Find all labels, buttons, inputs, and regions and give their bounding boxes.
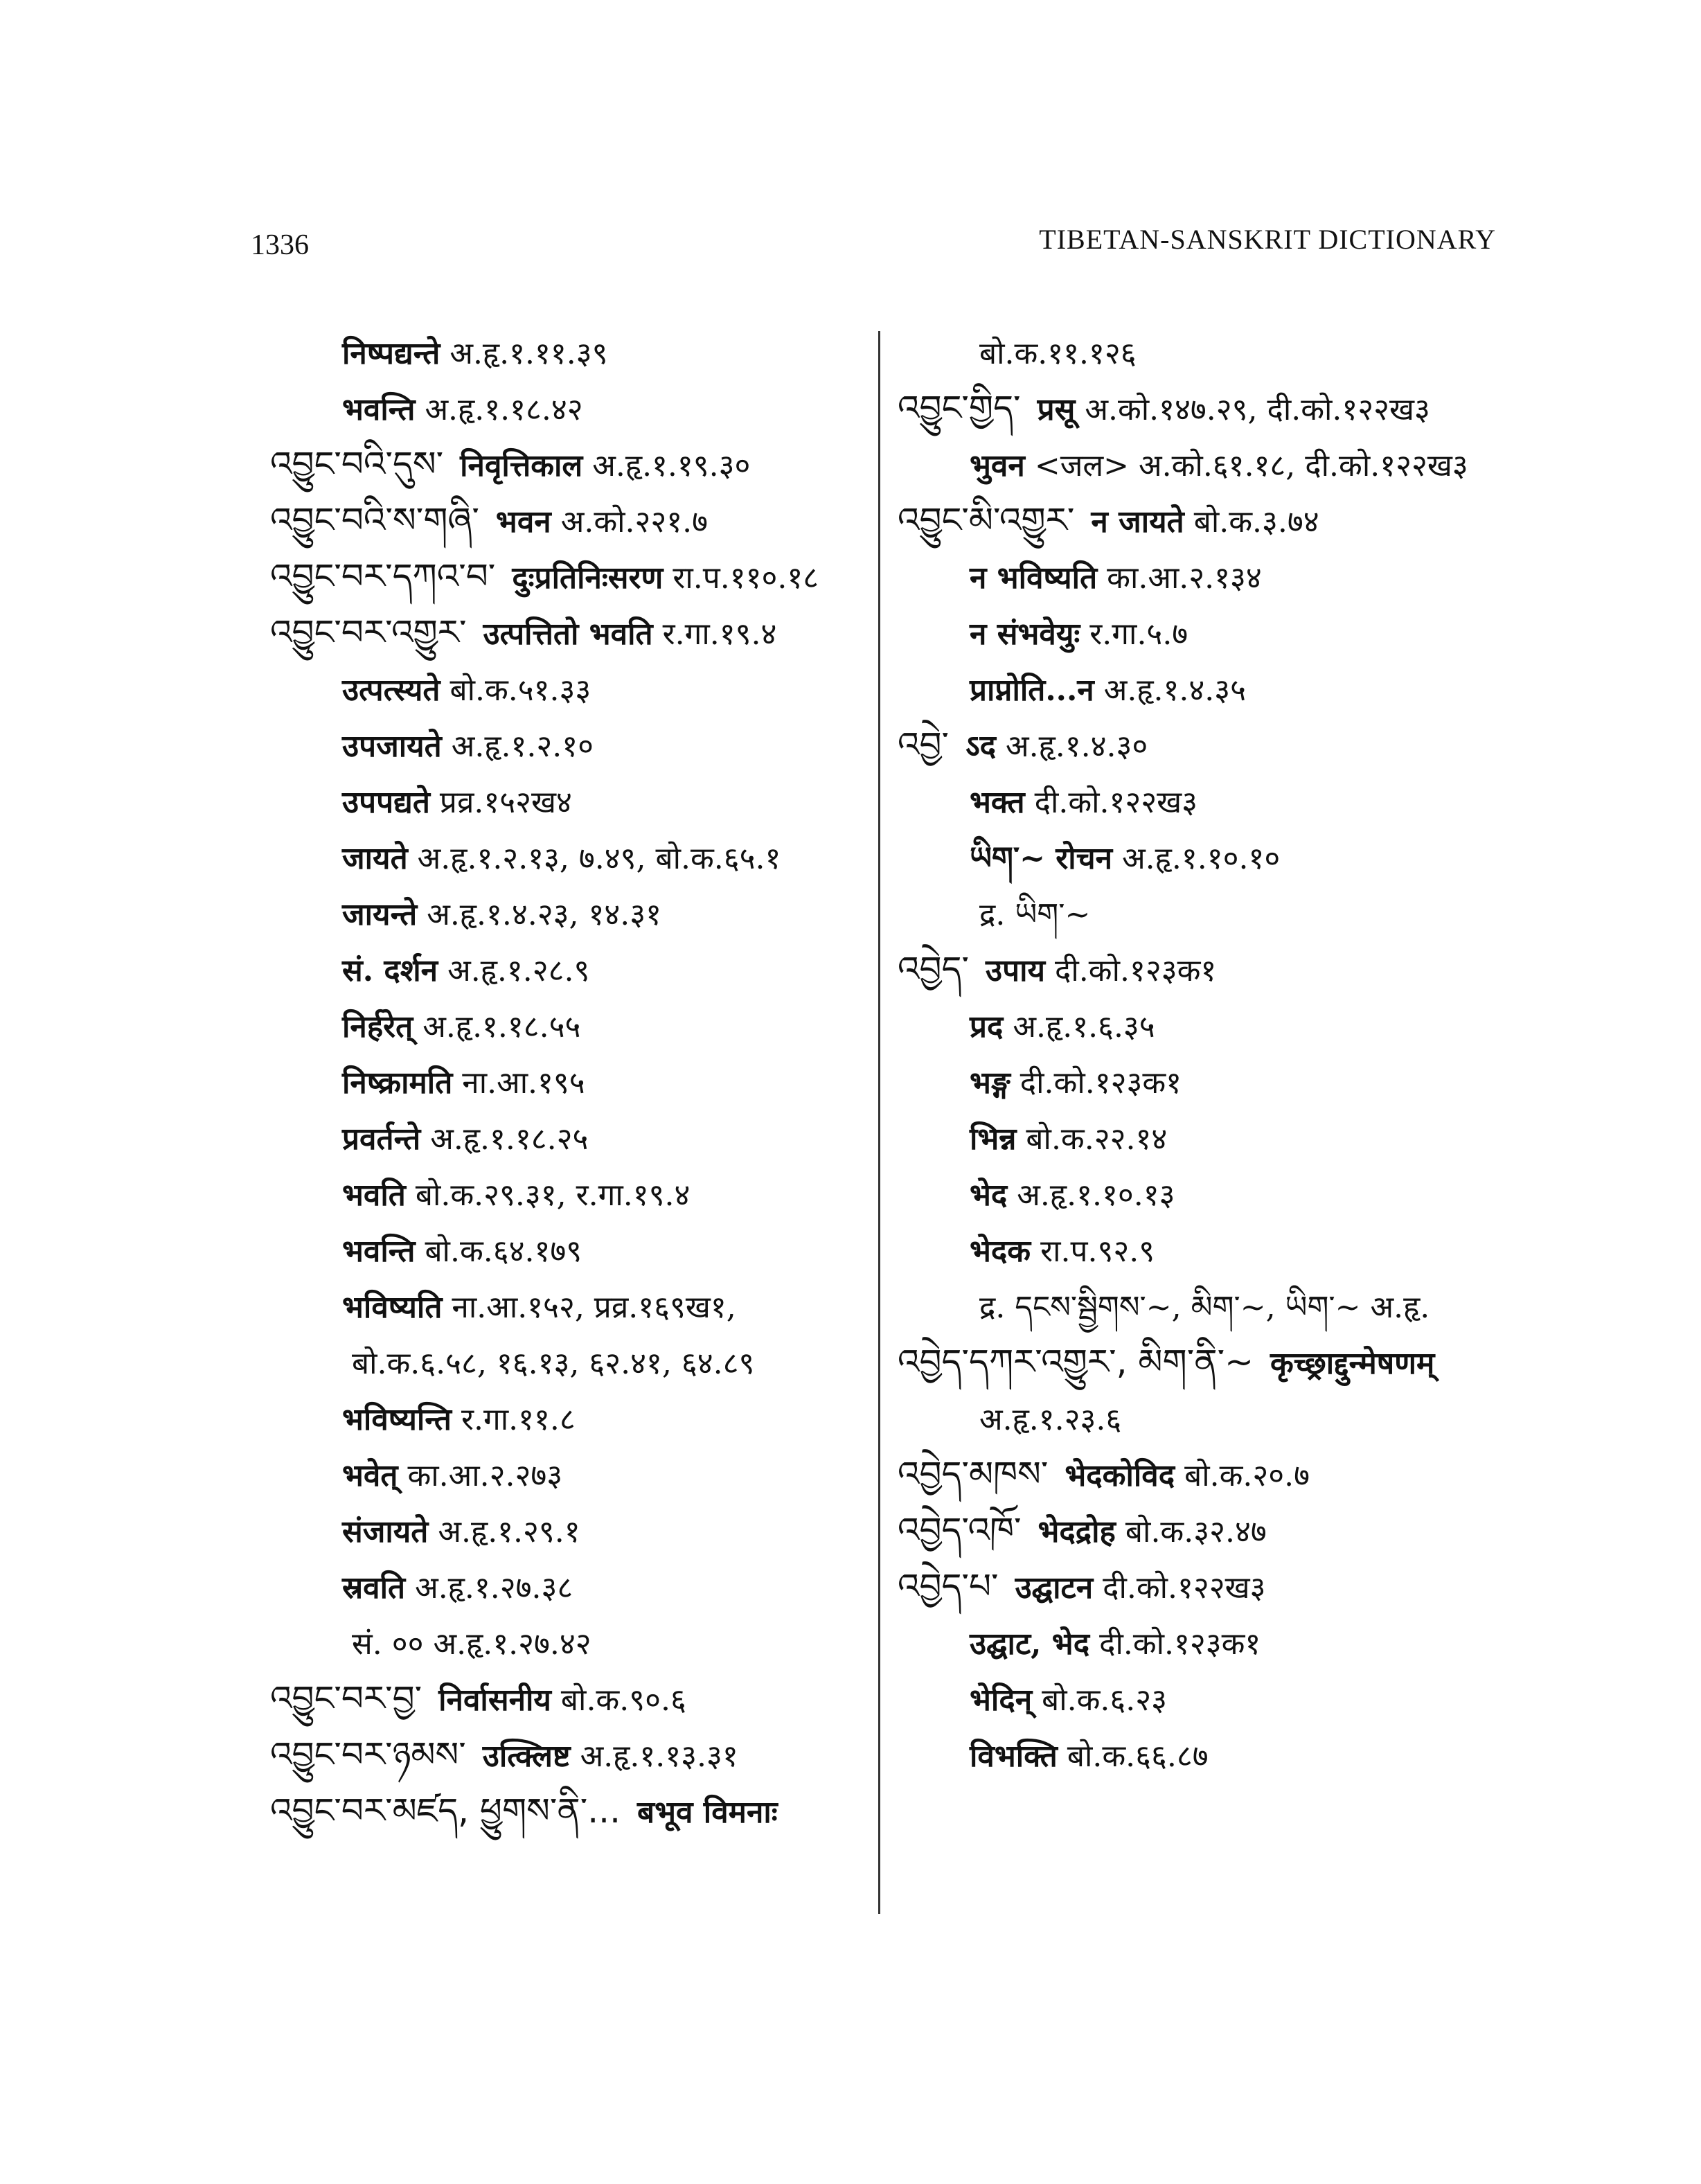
source-reference: अ.हृ.१.२७.३८ (415, 1570, 573, 1606)
source-reference: अ.हृ.१.१३.३१ (580, 1739, 738, 1774)
source-reference: अ.हृ.१.६.३५ (1013, 1009, 1155, 1045)
sanskrit-equivalent: उद्घाट, भेद (970, 1626, 1090, 1662)
source-reference: अ.हृ.१.२३.६ (979, 1402, 1122, 1437)
dictionary-entry (270, 436, 859, 492)
tibetan-headword: འབྱུང་བར་འགྱུར་ (270, 612, 467, 652)
source-reference: सं. ०० अ.हृ.१.२७.४२ (352, 1626, 591, 1662)
dictionary-entry (898, 492, 1521, 549)
sanskrit-equivalent: जायन्ते (342, 897, 418, 932)
source-reference: दी.को.१२२ख३ (1034, 785, 1198, 820)
source-reference: र.गा.१९.४ (662, 616, 777, 652)
sanskrit-equivalent: भेदिन् (970, 1683, 1033, 1718)
tibetan-headword: འབྱེད་དཀར་འགྱུར་, མིག་ནི་~ (898, 1342, 1254, 1382)
dictionary-entry (270, 1502, 859, 1559)
tibetan-headword: འབྱུང་མི་འགྱུར་ (898, 500, 1075, 540)
sanskrit-equivalent: उत्पत्स्यते (342, 673, 440, 708)
tibetan-headword: འབྱུང་བར་དཀའ་བ་ (270, 556, 496, 596)
sanskrit-equivalent: स्रवति (342, 1570, 406, 1606)
source-reference: अ.हृ.१.४.२३, १४.३१ (427, 897, 661, 932)
source-reference: प्रव्र.१५२ख४ (439, 785, 572, 820)
dictionary-entry (270, 1278, 859, 1334)
dictionary-entry (898, 1110, 1521, 1166)
source-reference: बो.क.११.१२६ (979, 336, 1137, 371)
tibetan-headword: འབྱེ་ (898, 725, 950, 765)
sanskrit-equivalent: भविष्यन्ति (342, 1402, 452, 1437)
dictionary-entry (898, 324, 1521, 380)
dictionary-entry (270, 997, 859, 1054)
source-reference: बो.क.२९.३१, र.गा.१९.४ (415, 1178, 691, 1213)
source-reference: <जल> अ.को.६१.१८, दी.को.१२२ख३ (1034, 448, 1468, 483)
sanskrit-equivalent: न संभवेयुः (970, 616, 1080, 652)
dictionary-entry (270, 1783, 859, 1839)
sanskrit-equivalent: निर्वासनीय (438, 1683, 551, 1718)
sanskrit-equivalent: जायते (342, 841, 408, 876)
sanskrit-equivalent: उपपद्यते (342, 785, 430, 820)
source-reference: अ.हृ.१.४.३५ (1103, 673, 1246, 708)
sanskrit-equivalent: उपाय (986, 953, 1046, 988)
dictionary-entry (898, 1166, 1521, 1222)
dictionary-entry (270, 1390, 859, 1446)
source-reference: रा.प.११०.१८ (673, 560, 819, 596)
sanskrit-equivalent: विभक्ति (970, 1739, 1058, 1774)
sanskrit-equivalent: भेदद्रोह (1037, 1514, 1116, 1550)
tibetan-headword: འབྱུང་བར་བྱ་ (270, 1678, 422, 1719)
dictionary-entry (898, 1446, 1521, 1502)
sanskrit-equivalent: भेदक (970, 1234, 1031, 1269)
tibetan-headword: འབྱུང་བའི་ས་གཞི་ (270, 500, 479, 540)
source-reference: अ.हृ.१.४.३० (1005, 729, 1148, 764)
source-reference: अ.हृ.१.१८.४२ (425, 392, 583, 427)
sanskrit-equivalent: प्राप्नोति...न (970, 673, 1094, 708)
sanskrit-equivalent: उपजायते (342, 729, 442, 764)
sanskrit-equivalent: न भविष्यति (970, 560, 1098, 596)
dictionary-entry (270, 380, 859, 436)
source-reference: बो.क.६.२३ (1042, 1683, 1168, 1718)
page-number: 1336 (251, 229, 309, 261)
tibetan-headword: འབྱེད་པ་ (898, 1566, 999, 1606)
sanskrit-equivalent: भविष्यति (342, 1290, 443, 1325)
dictionary-entry (898, 941, 1521, 997)
tibetan-headword: འབྱུང་བའི་དུས་ (270, 444, 444, 484)
source-reference: अ.हृ.१.१८.२५ (430, 1121, 589, 1157)
dictionary-entry (270, 941, 859, 997)
dictionary-entry (270, 549, 859, 605)
dictionary-entry (898, 1502, 1521, 1559)
sanskrit-equivalent: सं. दर्शन (342, 953, 438, 988)
sanskrit-equivalent: निष्पद्यन्ते (342, 336, 440, 371)
dictionary-entry (270, 1727, 859, 1783)
source-reference: बो.क.२२.१४ (1026, 1121, 1168, 1157)
dictionary-entry (270, 605, 859, 661)
source-reference: ना.आ.१९५ (462, 1065, 585, 1101)
dictionary-entry (270, 1446, 859, 1502)
sanskrit-equivalent: भङ्ग (970, 1065, 1010, 1101)
sanskrit-equivalent: भिन्न (970, 1121, 1017, 1157)
source-reference: अ.हृ.१.२.१० (451, 729, 594, 764)
source-reference: र.गा.५.७ (1089, 616, 1188, 652)
source-reference: रा.प.९२.९ (1040, 1234, 1155, 1269)
tibetan-headword: འབྱུང་བར་མཛད, ཕྱུགས་ནི་... (270, 1791, 621, 1831)
dictionary-entry (270, 1222, 859, 1278)
source-reference: बो.क.२०.७ (1184, 1458, 1310, 1493)
tibetan-headword: འབྱེད་མཁས་ (898, 1454, 1049, 1494)
sanskrit-equivalent: कृच्छ्राद्दुन्मेषणम् (1270, 1346, 1435, 1381)
sanskrit-equivalent: संजायते (342, 1514, 429, 1550)
source-reference: बो.क.६४.१७९ (425, 1234, 582, 1269)
source-reference: अ.हृ.१.१०.१३ (1017, 1178, 1175, 1213)
source-reference: अ.हृ.१.२९.१ (438, 1514, 580, 1550)
source-reference: बो.क.६.५८, १६.१३, ६२.४१, ६४.८९ (352, 1346, 755, 1381)
dictionary-entry (898, 1727, 1521, 1783)
dictionary-entry (898, 661, 1521, 717)
sanskrit-equivalent: भक्त (970, 785, 1025, 820)
dictionary-entry (270, 829, 859, 885)
tibetan-headword: འབྱེད་འཁོ་ (898, 1510, 1022, 1550)
sanskrit-equivalent: भवति (342, 1178, 406, 1213)
dictionary-entry (898, 1390, 1521, 1446)
source-reference: अ.हृ.१.१८.५५ (422, 1009, 581, 1045)
sanskrit-equivalent: उत्क्लिष्ट (482, 1739, 571, 1774)
dictionary-entry (898, 885, 1521, 941)
sanskrit-equivalent: भेद (970, 1178, 1008, 1213)
running-title: TIBETAN-SANSKRIT DICTIONARY (1039, 224, 1496, 255)
sanskrit-equivalent: भुवन (970, 448, 1025, 483)
dictionary-entry (270, 1166, 859, 1222)
sanskrit-equivalent: उद्घाटन (1015, 1570, 1094, 1606)
source-reference: अ.को.१४७.२९, दी.को.१२२ख३ (1085, 392, 1430, 427)
source-reference: ना.आ.१५२, प्रव्र.१६९ख१, (452, 1290, 736, 1325)
sanskrit-equivalent: प्रवर्तन्ते (342, 1121, 421, 1157)
dictionary-entry (270, 1671, 859, 1727)
sanskrit-equivalent: भवन्ति (342, 392, 416, 427)
source-reference: अ.हृ.१.२८.९ (447, 953, 590, 988)
source-reference: बो.क.३.७४ (1193, 504, 1319, 540)
source-reference: दी.को.१२२ख३ (1103, 1570, 1266, 1606)
source-reference: बो.क.९०.६ (560, 1683, 686, 1718)
sanskrit-equivalent: भवन्ति (342, 1234, 416, 1269)
dictionary-entry (270, 492, 859, 549)
dictionary-entry (898, 1615, 1521, 1671)
sanskrit-equivalent: दुःप्रतिनिःसरण (512, 560, 664, 596)
source-reference: अ.हृ.१.१९.३० (592, 448, 751, 483)
dictionary-entry (898, 773, 1521, 829)
tibetan-headword: འབྱེད་ (898, 949, 969, 989)
dictionary-entry (270, 1334, 859, 1390)
sanskrit-equivalent: ऽद (965, 729, 996, 764)
source-reference: र.गा.११.८ (461, 1402, 576, 1437)
tibetan-headword: འབྱུང་བར་ཉམས་ (270, 1734, 466, 1775)
source-reference: अ.हृ.१.१०.१० (1122, 841, 1281, 876)
dictionary-entry (898, 605, 1521, 661)
dictionary-entry (898, 1559, 1521, 1615)
dictionary-entry (270, 773, 859, 829)
dictionary-entry (270, 1110, 859, 1166)
dictionary-entry (270, 1615, 859, 1671)
source-reference: अ.हृ.१.२.१३, ७.४९, बो.क.६५.१ (417, 841, 781, 876)
source-reference: बो.क.५१.३३ (449, 673, 591, 708)
dictionary-entry (270, 1559, 859, 1615)
sanskrit-equivalent: भवेत् (342, 1458, 398, 1493)
source-reference: बो.क.३२.४७ (1125, 1514, 1267, 1550)
sanskrit-equivalent: निवृत्तिकाल (460, 448, 583, 483)
sanskrit-equivalent: निर्हरेत् (342, 1009, 413, 1045)
dictionary-entry (270, 661, 859, 717)
dictionary-entry (270, 885, 859, 941)
dictionary-entry (898, 997, 1521, 1054)
sanskrit-equivalent: प्रसू (1037, 392, 1076, 427)
left-column (270, 324, 859, 1839)
source-reference: का.आ.२.१३४ (1107, 560, 1262, 596)
dictionary-entry (898, 436, 1521, 492)
sanskrit-equivalent: ཡིག་~ रोचन (970, 841, 1113, 876)
tibetan-headword: འབྱུང་གྱིད་ (898, 388, 1021, 428)
source-reference: अ.हृ.१.११.३९ (449, 336, 608, 371)
source-reference: बो.क.६६.८७ (1067, 1739, 1209, 1774)
dictionary-entry (270, 1054, 859, 1110)
dictionary-entry (898, 549, 1521, 605)
source-reference: दी.को.१२३क१ (1055, 953, 1217, 988)
dictionary-entry (898, 717, 1521, 773)
dictionary-entry (270, 717, 859, 773)
page-header (0, 220, 1701, 262)
source-reference: का.आ.२.२७३ (407, 1458, 563, 1493)
column-divider (878, 331, 880, 1914)
sanskrit-equivalent: भवन (495, 504, 551, 540)
dictionary-entry (898, 380, 1521, 436)
right-column (898, 324, 1521, 1783)
sanskrit-equivalent: उत्पत्तितो भवति (483, 616, 653, 652)
dictionary-entry (898, 829, 1521, 885)
sanskrit-equivalent: निष्क्रामति (342, 1065, 453, 1101)
dictionary-entry (270, 324, 859, 380)
source-reference: दी.को.१२३क१ (1019, 1065, 1182, 1101)
dictionary-entry (898, 1222, 1521, 1278)
source-reference: दी.को.१२३क१ (1099, 1626, 1261, 1662)
dictionary-entry (898, 1334, 1521, 1390)
dictionary-entry (898, 1671, 1521, 1727)
source-reference: द्र. དངས་སྦྱིགས་~, མིག་~, ཡིག་~ अ.हृ. (979, 1290, 1430, 1325)
sanskrit-equivalent: प्रद (970, 1009, 1004, 1045)
sanskrit-equivalent: न जायते (1091, 504, 1184, 540)
source-reference: अ.को.२२१.७ (560, 504, 709, 540)
sanskrit-equivalent: बभूव विमनाः (636, 1795, 778, 1830)
sanskrit-equivalent: भेदकोविद (1065, 1458, 1175, 1493)
source-reference: द्र. ཡིག་~ (979, 897, 1091, 932)
dictionary-entry (898, 1054, 1521, 1110)
dictionary-entry (898, 1278, 1521, 1334)
